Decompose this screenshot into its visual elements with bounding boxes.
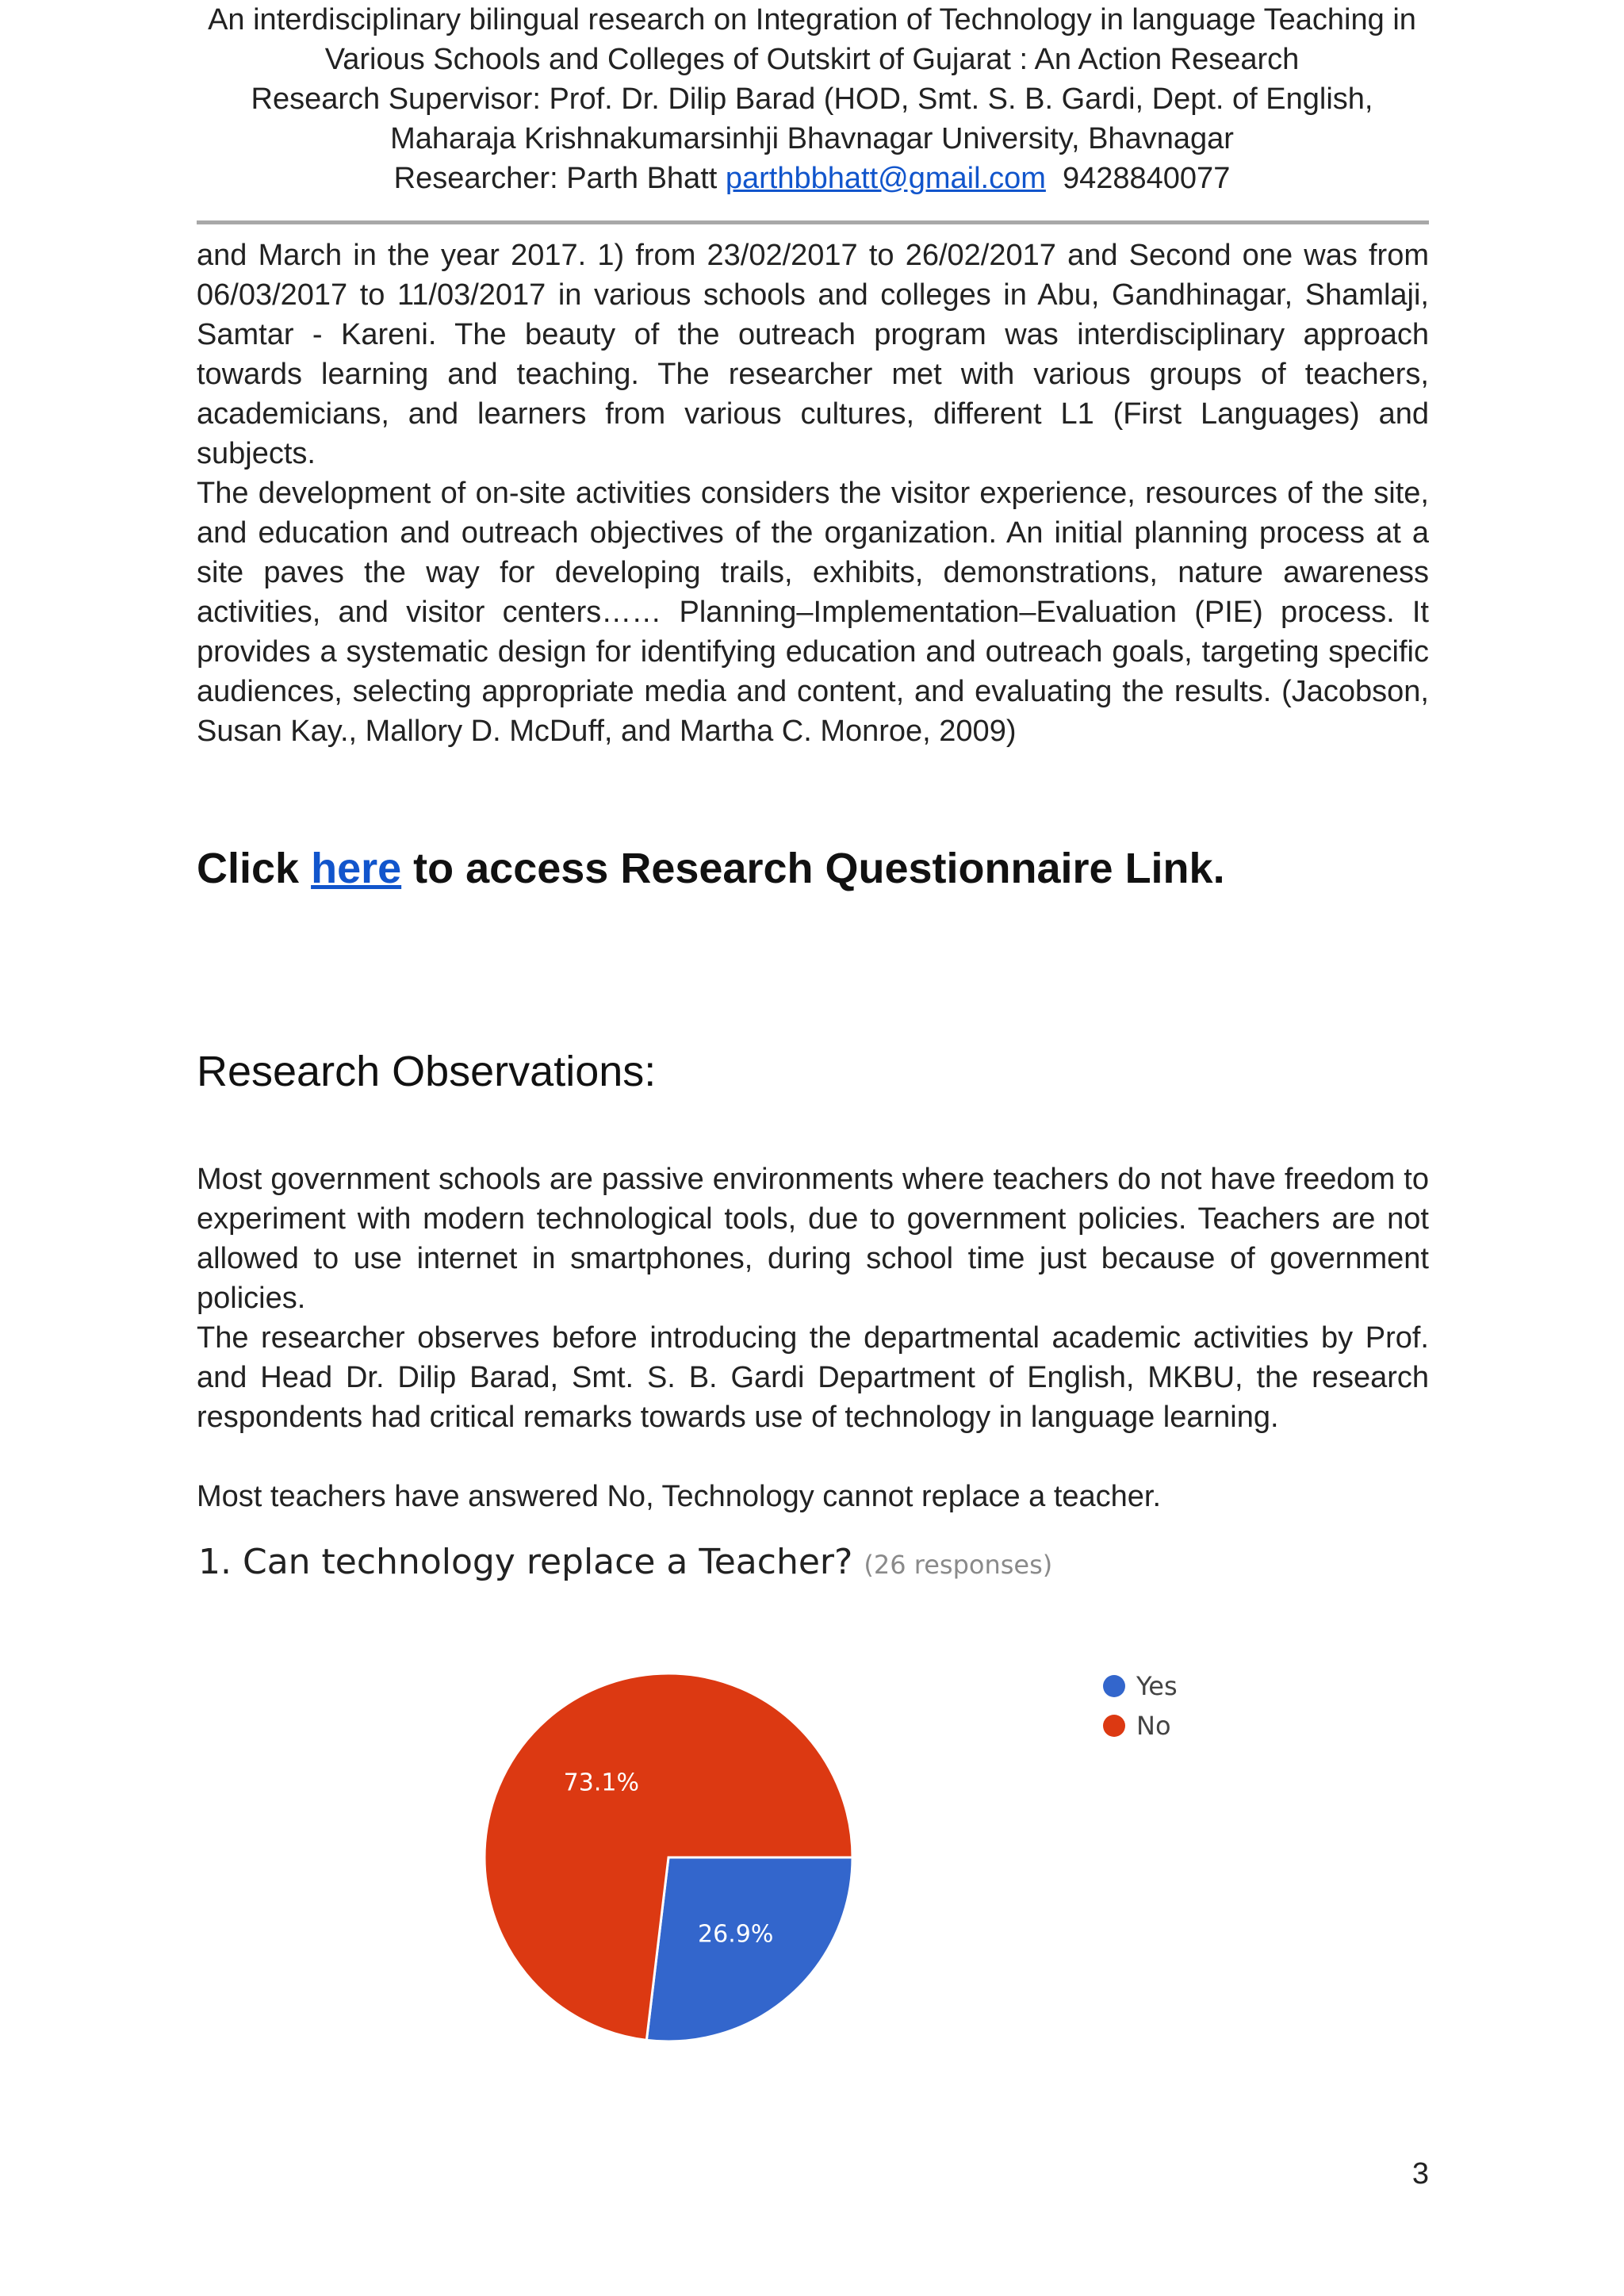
- header-university-line: Maharaja Krishnakumarsinhji Bhavnagar University, Bhavnagar: [390, 122, 1234, 155]
- questionnaire-link[interactable]: here: [311, 845, 402, 892]
- chart-title: 1. Can technology replace a Teacher?: [198, 1542, 853, 1582]
- legend-swatch-yes: [1103, 1675, 1125, 1697]
- header-title-line-2: Various Schools and Colleges of Outskirt of Gujarat : An Action Research: [324, 43, 1300, 76]
- section-title-research-observations: Research Observations:: [197, 1048, 657, 1095]
- page-number: 3: [1411, 2157, 1429, 2191]
- paragraph-teachers-answer-text: Most teachers have answered No, Technology cannot replace a teacher.: [197, 1480, 1162, 1513]
- callout-prefix: Click: [197, 845, 312, 892]
- legend-label-yes: Yes: [1136, 1671, 1178, 1701]
- paragraph-pie-process-text: The development of on-site activities considers the visitor experience, resources of the site, and education and outreach objectives of the organization. An initial planning process at a site paves the way for developing trails, exhibits, demonstrations, nature awareness activities, and visitor centers…… Planning–Implementation–Evaluation (PIE) process. It provides a systematic design for identifying education and outreach goals, targeting specific audiences, selecting appropriate media and content, and evaluating the results. (Jacobson, Susan Kay., Mallory D. McDuff, and Martha C. Monroe, 2009): [197, 477, 1429, 748]
- header-title-line-1: An interdisciplinary bilingual research on Integration of Technology in language Teaching in: [208, 3, 1416, 36]
- legend-swatch-no: [1103, 1715, 1125, 1737]
- researcher-label: Researcher: Parth Bhatt: [393, 162, 726, 195]
- legend-label-no: No: [1136, 1711, 1171, 1741]
- pie-label-yes: 26.9%: [698, 1920, 774, 1949]
- researcher-email-link[interactable]: parthbbhatt@gmail.com: [725, 162, 1046, 195]
- paragraph-observations-text-1: Most government schools are passive environments where teachers do not have freedom to experiment with modern technological tools, due to government policies. Teachers are not allowed to use internet in smartphones, during school time just because of government policies.: [197, 1163, 1429, 1315]
- pie-slice-yes: [646, 1857, 852, 2041]
- chart-response-count: (26 responses): [864, 1550, 1053, 1580]
- callout-suffix: to access Research Questionnaire Link.: [401, 845, 1225, 892]
- paragraph-outreach-dates-text: and March in the year 2017. 1) from 23/02/2017 to 26/02/2017 and Second one was from 06/03/2017 to 11/03/2017 in various schools and colleges in Abu, Gandhinagar, Shamlaji, Samtar - Kareni. The beauty of the outreach program was interdisciplinary approach towards learning and teaching. The researcher met with various groups of teachers, academicians, and learners from various cultures, different L1 (First Languages) and subjects.: [197, 239, 1429, 470]
- researcher-phone: 9428840077: [1045, 162, 1231, 195]
- header-supervisor-line: Research Supervisor: Prof. Dr. Dilip Barad (HOD, Smt. S. B. Gardi, Dept. of English,: [251, 82, 1373, 116]
- paragraph-observations-text-2: The researcher observes before introducing the departmental academic activities by Prof. and Head Dr. Dilip Barad, Smt. S. B. Gardi Department of English, MKBU, the research respondents had critical remarks towards use of technology in language learning.: [197, 1321, 1429, 1434]
- pie-label-no: 73.1%: [563, 1769, 639, 1797]
